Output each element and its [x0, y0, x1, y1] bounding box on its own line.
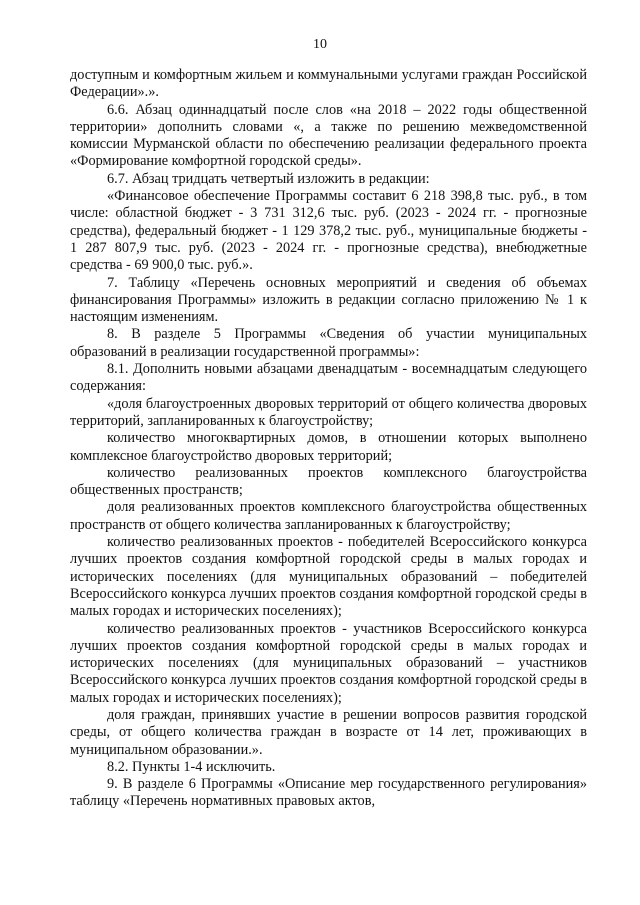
paragraph: «доля благоустроенных дворовых территорий от общего количества дворовых территорий, запланированных к благоустройству; — [70, 395, 587, 429]
paragraph: количество реализованных проектов - победителей Всероссийского конкурса лучших проектов создания комфортной городской среды в малых городах и исторических поселениях (для муниципальных образований – победителей Всероссийского конкурса лучших проектов создания комфортной городской среды в малых городах и исторических поселениях); — [70, 534, 587, 620]
page-number: 10 — [313, 37, 327, 52]
paragraph: количество реализованных проектов - участников Всероссийского конкурса лучших проектов создания комфортной городской среды в малых городах и исторических поселениях (для муниципальных образований – участников Всероссийского конкурса лучших проектов создания комфортной городской среды в малых городах и исторических поселениях); — [70, 620, 587, 706]
paragraph: 8.2. Пункты 1-4 исключить. — [107, 758, 276, 775]
paragraph: количество многоквартирных домов, в отношении которых выполнено комплексное благоустройство дворовых территорий; — [70, 430, 587, 464]
paragraph: доступным и комфортным жильем и коммунальными услугами граждан Российской Федерации».». — [70, 67, 587, 101]
paragraph: доля граждан, принявших участие в решении вопросов развития городской среды, от общего количества граждан в возрасте от 14 лет, проживающих в муниципальном образовании.». — [70, 706, 587, 758]
paragraph: 8.1. Дополнить новыми абзацами двенадцатым - восемнадцатым следующего содержания: — [70, 361, 587, 395]
paragraph: доля реализованных проектов комплексного благоустройства общественных пространств от общего количества запланированных к благоустройству; — [70, 499, 587, 533]
paragraph: 7. Таблицу «Перечень основных мероприятий и сведения об объемах финансирования Программы» изложить в редакции согласно приложению № 1 к настоящим изменениям. — [70, 274, 587, 326]
paragraph: количество реализованных проектов комплексного благоустройства общественных пространств; — [70, 464, 587, 499]
paragraph: 8. В разделе 5 Программы «Сведения об участии муниципальных образований в реализации государственной программы»: — [70, 326, 587, 360]
paragraph: 6.7. Абзац тридцать четвертый изложить в редакции: — [107, 170, 430, 187]
paragraph: «Финансовое обеспечение Программы составит 6 218 398,8 тыс. руб., в том числе: областной бюджет - 3 731 312,6 тыс. руб. (2023 - 2024 гг. - прогнозные средства), федеральный бюджет - 1 129 378,2 тыс. руб., муниципальные бюджеты - 1 287 807,9 тыс. руб. (2023 - 2024 гг. - прогнозные средства), внебюджетные средства - 69 900,0 тыс. руб.». — [70, 188, 587, 274]
paragraph: 9. В разделе 6 Программы «Описание мер государственного регулирования» таблицу «Перечень нормативных правовых актов, — [70, 776, 587, 810]
paragraph: 6.6. Абзац одиннадцатый после слов «на 2018 – 2022 годы общественной территории» дополнить словами «, а также по решению межведомственной комиссии Мурманской области по обеспечению реализации федерального проекта «Формирование комфортной городской среды». — [70, 101, 587, 170]
document-body — [70, 67, 587, 811]
